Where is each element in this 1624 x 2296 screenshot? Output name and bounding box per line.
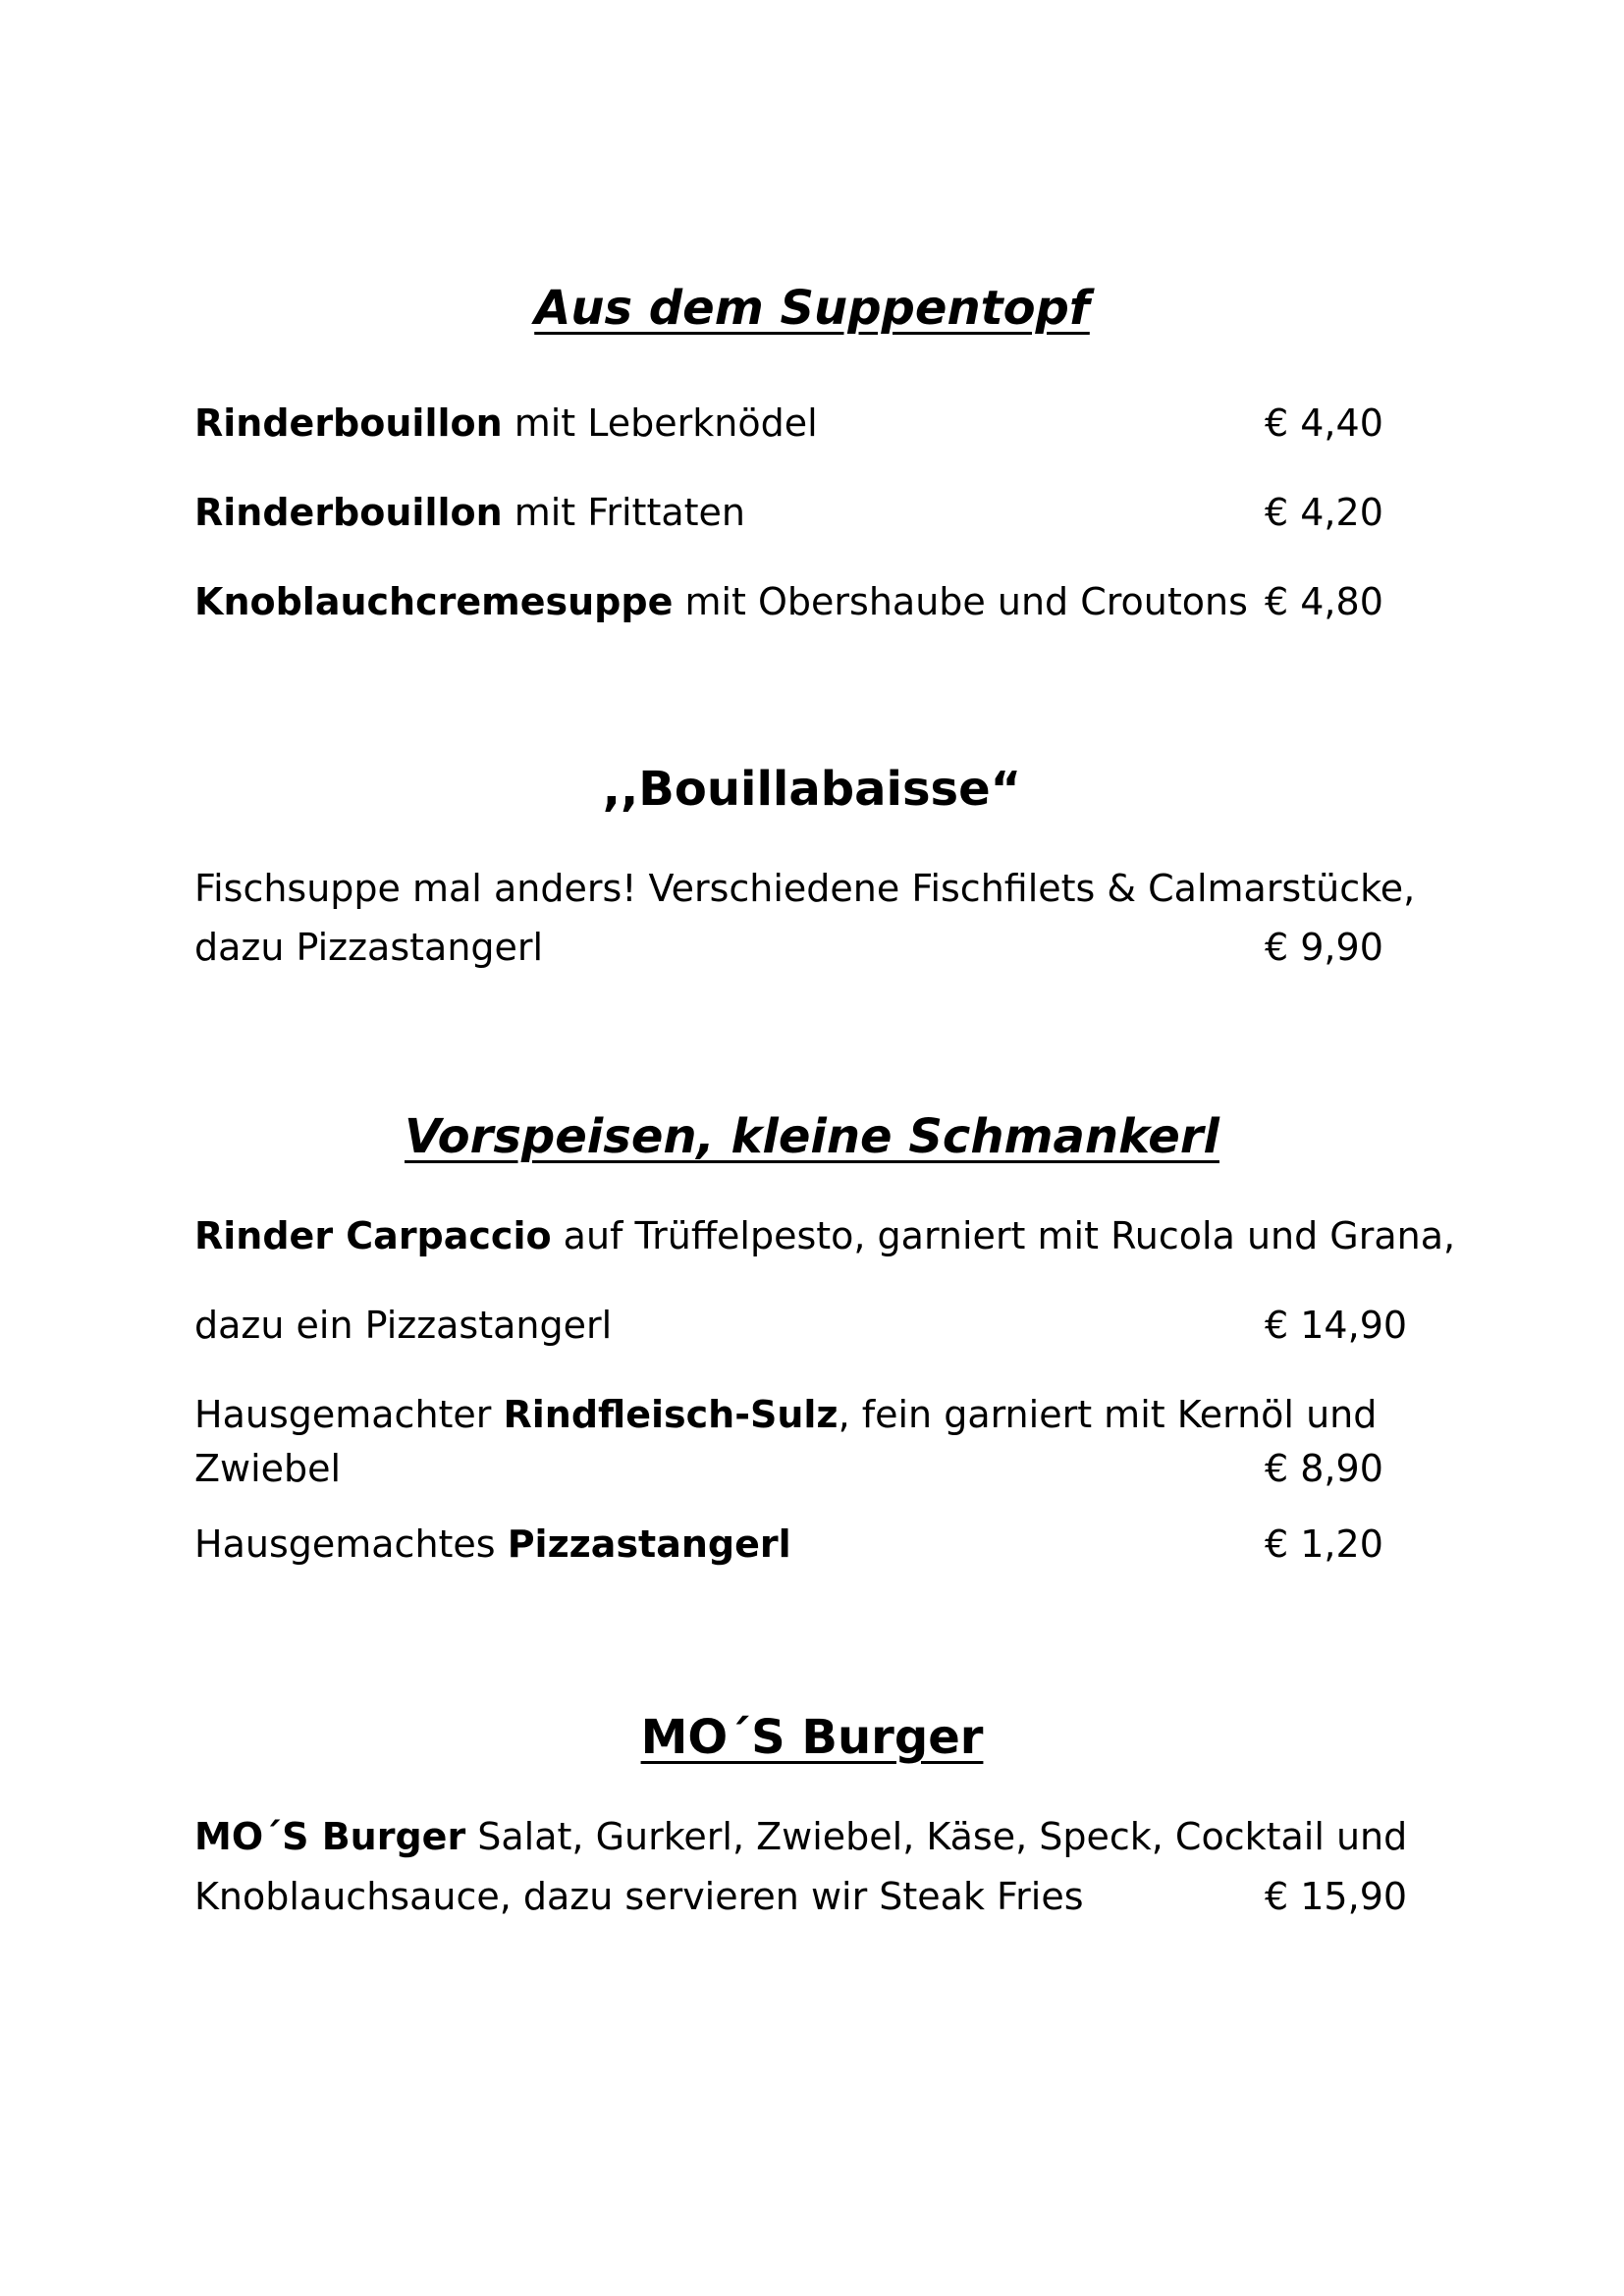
section-title-burger: MO´S Burger bbox=[640, 1710, 984, 1765]
menu-item-rindfleisch-sulz bbox=[194, 1393, 1378, 1436]
item-description: , fein garniert mit Kernöl und bbox=[838, 1393, 1378, 1436]
menu-item-knoblauchcremesuppe bbox=[194, 580, 1248, 623]
menu-item-rinderbouillon-frittaten bbox=[194, 491, 746, 534]
item-name: Rindfleisch-Sulz bbox=[503, 1393, 839, 1436]
section-title-vorspeisen: Vorspeisen, kleine Schmankerl bbox=[405, 1109, 1219, 1164]
item-description-line2: Zwiebel bbox=[194, 1447, 342, 1490]
item-name: Knoblauchcremesuppe bbox=[194, 580, 674, 623]
item-price: € 15,90 bbox=[1265, 1875, 1408, 1918]
item-price: € 8,90 bbox=[1265, 1447, 1383, 1490]
menu-item-mos-burger bbox=[194, 1815, 1408, 1858]
menu-item-rinderbouillon-leberknoedel bbox=[194, 401, 818, 445]
item-description: mit Leberknödel bbox=[502, 401, 818, 445]
item-price: € 4,40 bbox=[1265, 401, 1383, 445]
item-prefix: Hausgemachter bbox=[194, 1393, 504, 1436]
item-price: € 4,80 bbox=[1265, 580, 1383, 623]
item-name: Rinderbouillon bbox=[194, 491, 503, 534]
item-name: Pizzastangerl bbox=[507, 1522, 791, 1566]
item-description: auf Trüffelpesto, garniert mit Rucola und Grana, bbox=[551, 1214, 1456, 1257]
item-description-line2: Knoblauchsauce, dazu servieren wir Steak Fries bbox=[194, 1875, 1084, 1918]
section-title-suppentopf: Aus dem Suppentopf bbox=[534, 281, 1090, 336]
item-price: € 4,20 bbox=[1265, 491, 1383, 534]
section-title-bouillabaisse: ,,Bouillabaisse“ bbox=[602, 762, 1022, 817]
item-price: € 1,20 bbox=[1265, 1522, 1383, 1566]
item-price: € 9,90 bbox=[1265, 926, 1383, 969]
menu-item-pizzastangerl bbox=[194, 1522, 791, 1566]
item-description-line2: dazu ein Pizzastangerl bbox=[194, 1304, 613, 1347]
item-price: € 14,90 bbox=[1265, 1304, 1408, 1347]
bouillabaisse-description-line2: dazu Pizzastangerl bbox=[194, 926, 544, 969]
bouillabaisse-description: Fischsuppe mal anders! Verschiedene Fischfilets & Calmarstücke, bbox=[194, 867, 1416, 910]
item-name: Rinderbouillon bbox=[194, 401, 503, 445]
menu-item-rinder-carpaccio bbox=[194, 1214, 1456, 1257]
item-prefix: Hausgemachtes bbox=[194, 1522, 508, 1566]
item-description: mit Obershaube und Croutons bbox=[673, 580, 1248, 623]
item-description: mit Frittaten bbox=[502, 491, 746, 534]
item-name: Rinder Carpaccio bbox=[194, 1214, 552, 1257]
item-name: MO´S Burger bbox=[194, 1815, 466, 1858]
item-description: Salat, Gurkerl, Zwiebel, Käse, Speck, Cocktail und bbox=[465, 1815, 1408, 1858]
